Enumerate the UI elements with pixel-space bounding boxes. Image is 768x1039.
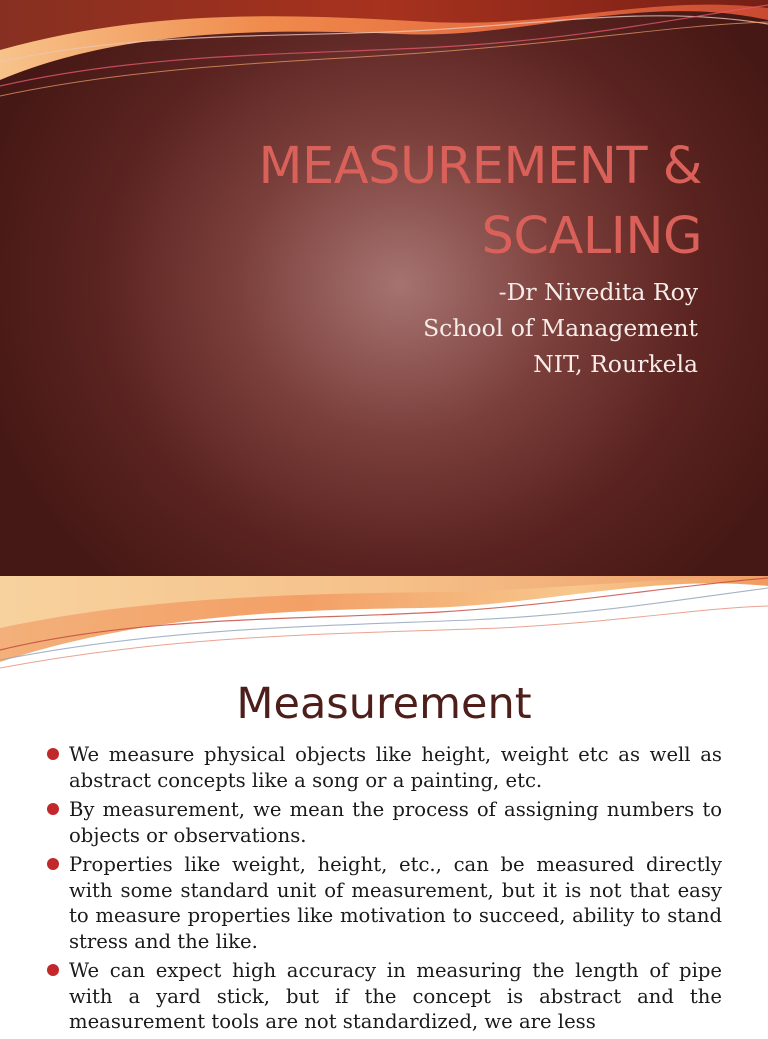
bullet-text: We can expect high accuracy in measuring the length of pipe with a yard stick, but if the concept is abstract and the measurement tools are not standardized, we are less: [69, 959, 722, 1033]
department-name: School of Management: [423, 314, 698, 342]
bullet-dot-icon: [47, 858, 59, 870]
presentation-title: [182, 132, 702, 272]
presentation-subtitle: [423, 274, 698, 382]
bullet-item: [44, 958, 722, 1035]
bullet-text: Properties like weight, height, etc., can be measured directly with some standard unit of measurement, but it is not that easy to measure properties like motivation to succeed, ability to stand stress and the like.: [69, 853, 722, 953]
institute-name: NIT, Rourkela: [533, 350, 698, 378]
bullet-text: We measure physical objects like height, weight etc as well as abstract concepts like a song or a painting, etc.: [69, 743, 722, 792]
bullet-dot-icon: [47, 803, 59, 815]
bullet-list: [44, 742, 722, 1039]
bullet-text: By measurement, we mean the process of assigning numbers to objects or observations.: [69, 798, 722, 847]
title-line-1: MEASUREMENT &: [258, 137, 702, 196]
slide-title: Measurement: [236, 679, 532, 729]
title-line-2: SCALING: [481, 207, 702, 266]
author-name: -Dr Nivedita Roy: [498, 278, 698, 306]
bullet-dot-icon: [47, 964, 59, 976]
bullet-dot-icon: [47, 748, 59, 760]
bullet-item: [44, 797, 722, 848]
decorative-wave-header: [0, 576, 768, 686]
bullet-item: [44, 852, 722, 954]
bullet-item: [44, 742, 722, 793]
